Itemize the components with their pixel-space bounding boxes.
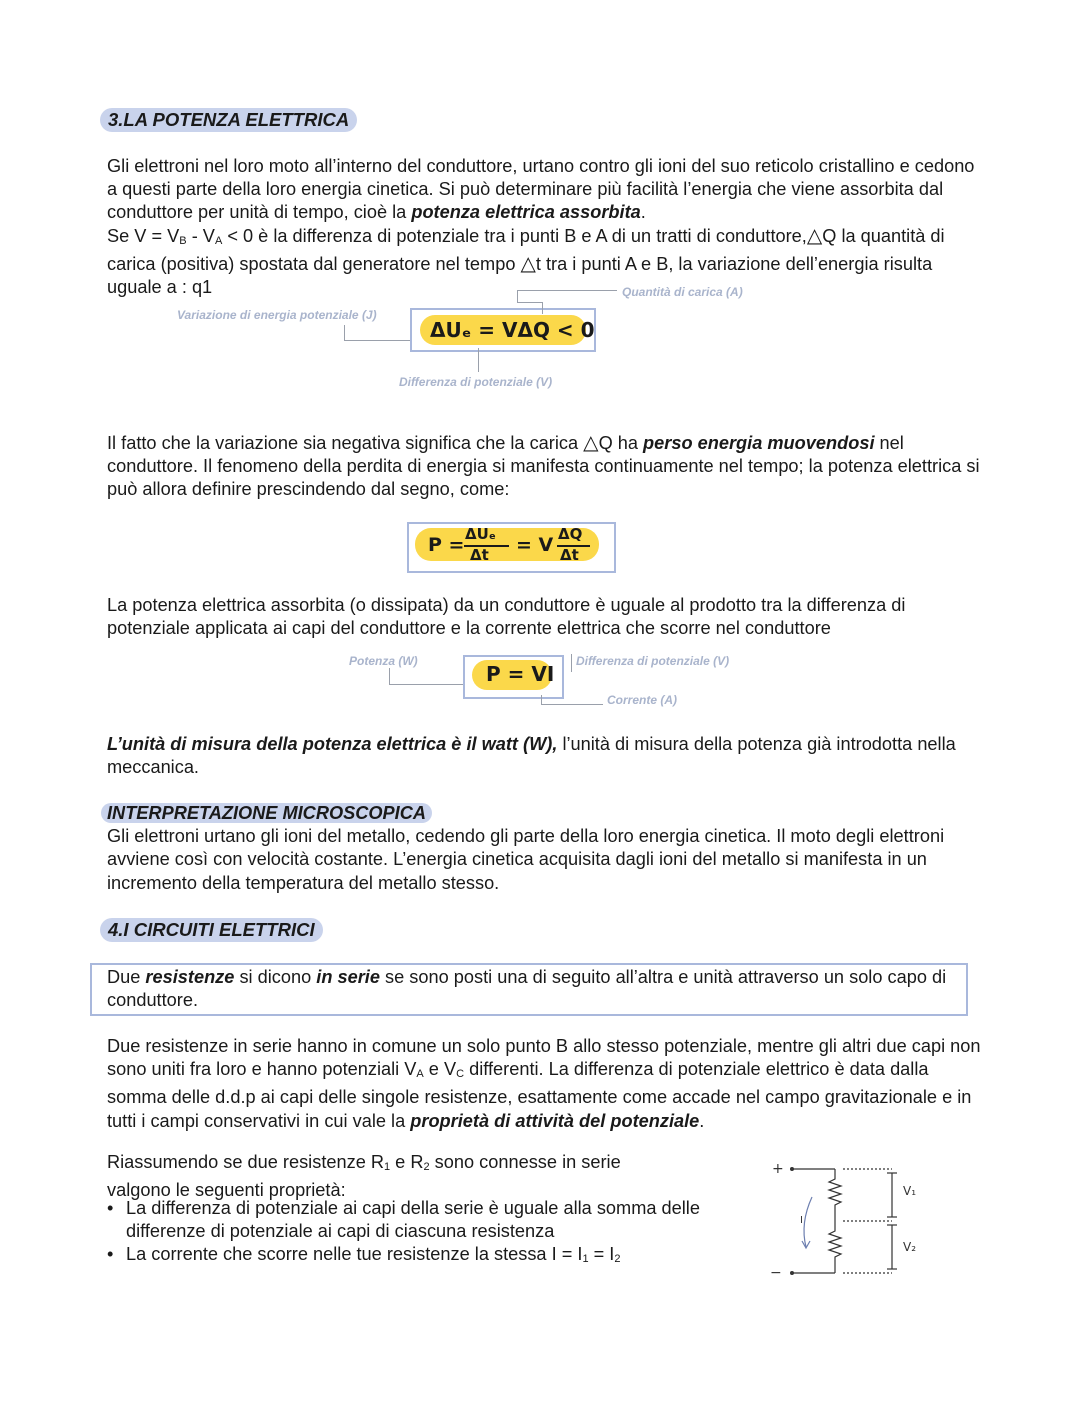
bold-term: potenza elettrica assorbita xyxy=(411,202,641,223)
delta-symbol: △ xyxy=(583,432,599,454)
subscript: 2 xyxy=(423,1161,430,1173)
connector-line xyxy=(344,325,345,341)
text-run: < 0 è la differenza di potenziale tra i punti B e A di un tratti di conduttore, xyxy=(222,225,807,246)
text-run: . xyxy=(640,202,646,223)
connector-line xyxy=(517,290,518,302)
subscript: C xyxy=(456,1068,465,1081)
caption-energy-variation: Variazione di energia potenziale (J) xyxy=(177,308,377,322)
connector-line xyxy=(542,302,543,314)
properties-list xyxy=(107,1197,727,1272)
subscript: 2 xyxy=(614,1253,621,1266)
text-run: t tra i punti A e B, la variazione dell’energia risulta uguale a : q1 xyxy=(107,253,933,298)
section-4-heading: 4.I CIRCUITI ELETTRICI xyxy=(100,918,323,942)
micro-section xyxy=(107,802,987,895)
text-run: Il fatto che la variazione sia negativa significa che la carica xyxy=(107,433,584,453)
current-label: I xyxy=(800,1215,803,1226)
text-run: . xyxy=(699,1110,705,1131)
formula-pvi: P = VI xyxy=(486,662,555,686)
text-run: nel conduttore. Il fenomeno della perdita di energia si manifesta continuamente nel tempo; la potenza elettrica si può allora definire prescindendo dal segno, come: xyxy=(107,433,980,500)
text-run: sono connesse in serie valgono le seguenti proprietà: xyxy=(107,1152,621,1201)
subscript: A xyxy=(214,234,223,247)
paragraph-series-resistances xyxy=(107,1035,987,1133)
text-run: Due resistenze in serie hanno in comune un solo punto B allo stesso potenziale, mentre gli altri due capi non sono uniti fra loro e hanno potenziali V xyxy=(107,1036,981,1080)
paragraph-negative-variation xyxy=(107,432,987,502)
delta-symbol: △ xyxy=(806,224,823,247)
paragraph-power-definition: La potenza elettrica assorbita (o dissipata) da un conduttore è uguale al prodotto tra la differenza di potenziale applicata ai capi del conduttore e la corrente elettrica che scorre nel conduttore xyxy=(107,595,906,639)
connector-line xyxy=(478,348,479,372)
text-run: Gli elettroni nel loro moto all’interno del conduttore, urtano contro gli ioni del suo reticolo cristallino e cedono a questi parte della loro energia cinetica. Si può determinare più facilità l’energia che viene assorbita dal conduttore per unità di tempo, cioè la xyxy=(107,156,975,223)
text-run: Riassumendo se due resistenze R xyxy=(107,1152,384,1172)
text-run: Q la quantità di carica (positiva) spostata dal generatore nel tempo xyxy=(107,225,945,274)
text-run: La differenza di potenziale ai capi della serie è uguale alla somma delle differenze di potenziale ai capi di ciascuna resistenza xyxy=(126,1198,700,1242)
caption-current: Corrente (A) xyxy=(607,693,678,707)
paragraph-summary xyxy=(107,1151,677,1202)
subscript: 1 xyxy=(582,1253,589,1266)
caption-charge-quantity: Quantità di carica (A) xyxy=(622,285,743,299)
terminal-top xyxy=(790,1167,794,1171)
section-3-heading: 3.LA POTENZA ELETTRICA xyxy=(100,108,357,132)
bold-term: perso energia muovendosi xyxy=(643,433,875,453)
formula-power-frac2-den: Δt xyxy=(560,546,579,564)
text-run: differenti. La differenza di potenziale elettrico è data dalla somma delle d.d.p ai capi delle singole resistenze, esattamente come accade nel campo gravitazionale e in tutti i campi conservativi in cui vale la xyxy=(107,1059,972,1131)
text-run: - V xyxy=(186,225,215,246)
resistor-2 xyxy=(829,1221,841,1273)
v2-label: V₂ xyxy=(903,1240,917,1254)
bold-term: L’unità di misura della potenza elettrica è il watt (W), xyxy=(107,734,558,754)
formula-power-eq: = V xyxy=(516,534,554,556)
formula-power-frac1-den: Δt xyxy=(470,546,489,564)
paragraph-intro xyxy=(107,155,987,299)
text-run: e R xyxy=(390,1152,424,1172)
text-run: l’unità di misura della potenza già introdotta nella meccanica. xyxy=(107,734,956,778)
series-definition-text xyxy=(107,966,957,1012)
formula-power-frac2-num: ΔQ xyxy=(558,525,583,543)
caption-power: Potenza (W) xyxy=(349,654,418,668)
connector-line xyxy=(389,684,463,685)
formula-power-p: P = xyxy=(428,534,465,556)
text-run: La corrente che scorre nelle tue resistenze la stessa I = I xyxy=(126,1244,583,1265)
connector-line xyxy=(571,654,572,672)
connector-line xyxy=(389,668,390,684)
bold-term: in serie xyxy=(316,967,380,987)
formula-power-frac1-num: ΔUₑ xyxy=(465,525,496,543)
subscript: A xyxy=(416,1068,424,1081)
delta-symbol: △ xyxy=(520,252,536,275)
connector-line xyxy=(344,340,410,341)
caption-pvi-potential-difference: Differenza di potenziale (V) xyxy=(576,654,730,668)
list-item xyxy=(107,1197,727,1243)
current-arrow xyxy=(804,1197,812,1247)
formula-energy: ΔUₑ = VΔQ < 0 xyxy=(430,318,595,342)
plus-label: + xyxy=(772,1161,784,1177)
connector-line xyxy=(517,290,617,291)
caption-potential-difference: Differenza di potenziale (V) xyxy=(399,375,553,389)
text-run: = I xyxy=(588,1244,615,1265)
subscript: B xyxy=(179,234,187,247)
list-item xyxy=(107,1243,727,1271)
bold-term: resistenze xyxy=(145,967,235,987)
micro-heading: INTERPRETAZIONE MICROSCOPICA xyxy=(101,803,432,823)
text-run: si dicono xyxy=(234,967,317,987)
bold-term: proprietà di attività del potenziale xyxy=(410,1110,700,1131)
minus-label: − xyxy=(770,1265,782,1281)
series-circuit-diagram xyxy=(760,1155,930,1285)
v1-label: V₁ xyxy=(903,1184,917,1198)
connector-line xyxy=(517,302,543,303)
text-run: Se V = V xyxy=(107,225,180,246)
subscript: 1 xyxy=(384,1161,391,1173)
terminal-bottom xyxy=(790,1271,794,1275)
text-run: se sono posti una di seguito all’altra e unità attraverso un solo capo di conduttore. xyxy=(107,967,947,1011)
resistor-1 xyxy=(829,1169,841,1221)
connector-line xyxy=(541,704,603,705)
text-run: Q ha xyxy=(598,433,644,453)
paragraph-watt-unit xyxy=(107,733,987,779)
text-run: Due xyxy=(107,967,146,987)
micro-text: Gli elettroni urtano gli ioni del metallo, cedendo gli parte della loro energia cinetica. Il moto degli elettroni avviene così con velocità costante. L’energia cinetica acquisita dagli ioni del metallo si manifesta in un incremento della temperatura del metallo stesso. xyxy=(107,826,945,893)
text-run: e V xyxy=(423,1059,457,1080)
